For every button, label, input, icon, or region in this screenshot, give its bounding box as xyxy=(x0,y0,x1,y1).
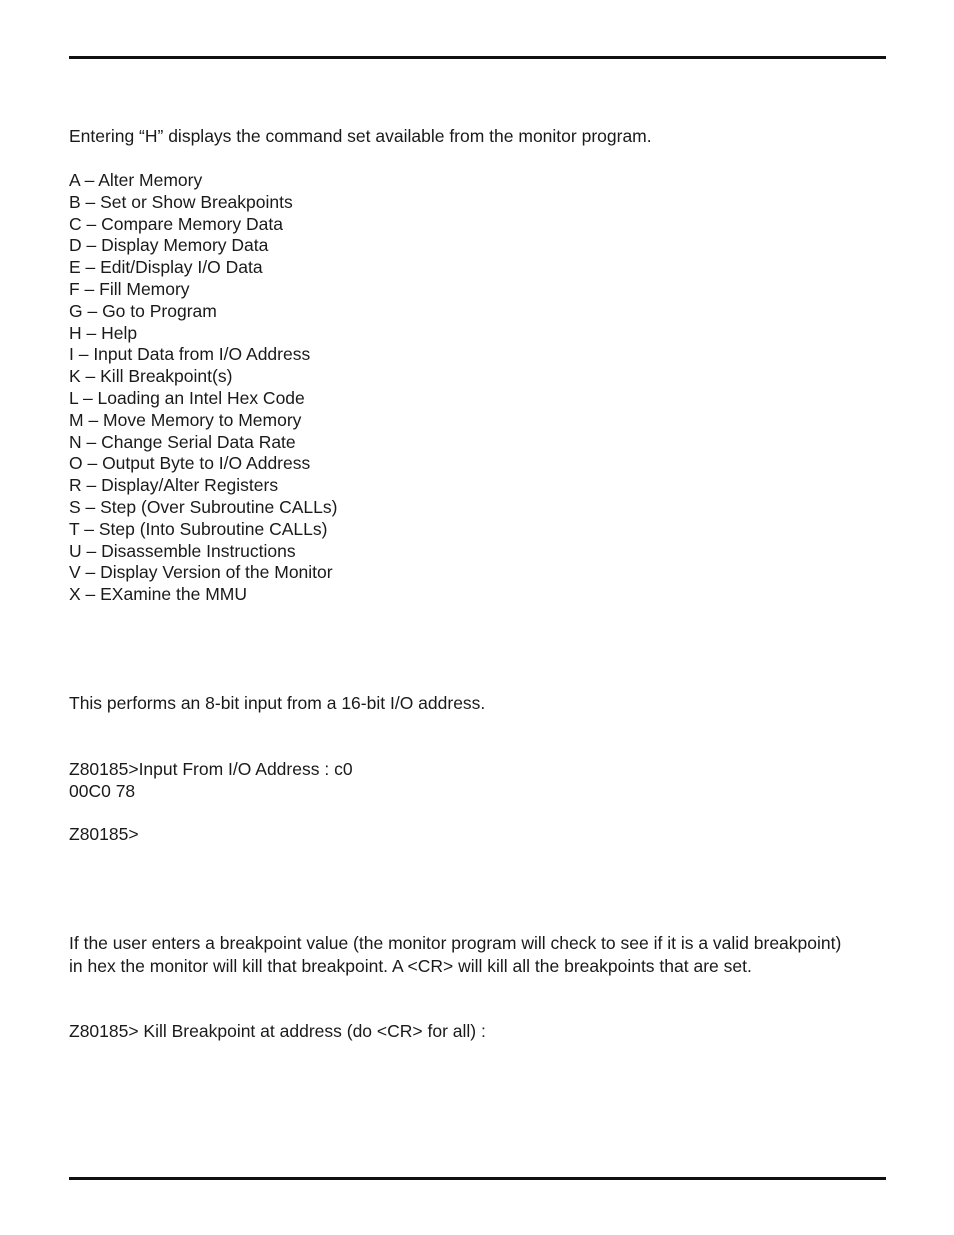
input-description: This performs an 8-bit input from a 16-bit I/O address. xyxy=(69,693,486,713)
input-example-end-prompt: Z80185> xyxy=(69,824,139,844)
command-list-item: O – Output Byte to I/O Address xyxy=(69,453,311,474)
kill-description-line2: in hex the monitor will kill that breakpoint. A <CR> will kill all the breakpoints that are set. xyxy=(69,956,752,976)
command-list-item: L – Loading an Intel Hex Code xyxy=(69,387,305,408)
command-list-item: F – Fill Memory xyxy=(69,278,190,299)
command-list-item: S – Step (Over Subroutine CALLs) xyxy=(69,496,338,517)
command-list-item: I – Input Data from I/O Address xyxy=(69,344,311,365)
command-list-item: X – EXamine the MMU xyxy=(69,584,247,605)
command-list-item: D – Display Memory Data xyxy=(69,235,269,256)
command-list-item: B – Set or Show Breakpoints xyxy=(69,191,293,212)
command-list-item: N – Change Serial Data Rate xyxy=(69,431,296,452)
input-example-output: 00C0 78 xyxy=(69,781,136,801)
kill-example-prompt: Z80185> Kill Breakpoint at address (do <CR> for all) : xyxy=(69,1021,486,1041)
bottom-rule xyxy=(69,1177,886,1180)
command-list-item: R – Display/Alter Registers xyxy=(69,475,279,496)
command-list-item: K – Kill Breakpoint(s) xyxy=(69,366,233,387)
command-list xyxy=(69,170,337,606)
help-intro-text: Entering “H” displays the command set available from the monitor program. xyxy=(69,126,652,146)
command-list-item: T – Step (Into Subroutine CALLs) xyxy=(69,518,328,539)
command-list-item: E – Edit/Display I/O Data xyxy=(69,257,263,278)
top-rule xyxy=(69,56,886,59)
input-example-prompt: Z80185>Input From I/O Address : c0 xyxy=(69,759,353,779)
command-list-item: G – Go to Program xyxy=(69,300,217,321)
command-list-item: U – Disassemble Instructions xyxy=(69,540,296,561)
command-list-item: V – Display Version of the Monitor xyxy=(69,562,333,583)
command-list-item: A – Alter Memory xyxy=(69,170,203,190)
command-list-item: C – Compare Memory Data xyxy=(69,213,283,234)
command-list-item: M – Move Memory to Memory xyxy=(69,409,302,430)
command-list-item: H – Help xyxy=(69,322,138,343)
kill-description-line1: If the user enters a breakpoint value (the monitor program will check to see if it is a valid breakpoint) xyxy=(69,933,842,953)
